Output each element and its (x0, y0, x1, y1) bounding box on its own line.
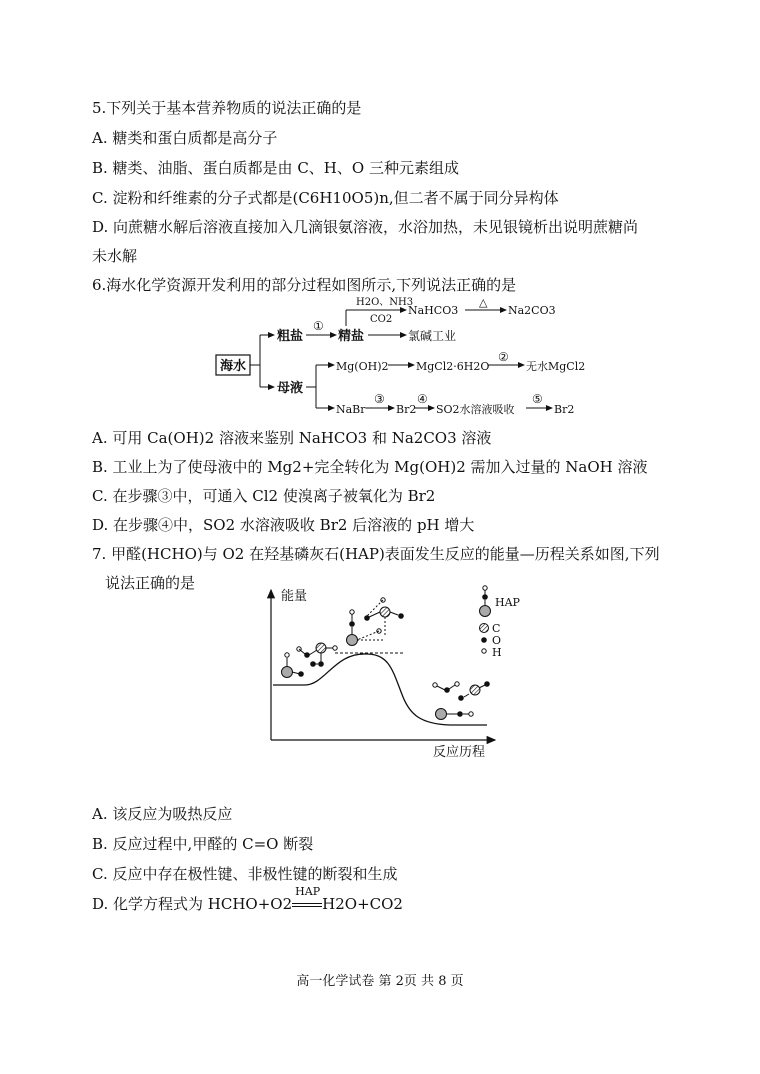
x-axis-label: 反应历程 (433, 745, 486, 760)
step-2-label: ② (498, 350, 509, 364)
q7-option-b: B. 反应过程中,甲醛的 C=O 断裂 (92, 835, 314, 853)
mgcl2-hydrate-label: MgCl2·6H2O (416, 360, 490, 373)
q7-option-c: C. 反应中存在极性键、非极性键的断裂和生成 (92, 865, 398, 883)
q6-stem: 6.海水化学资源开发利用的部分过程如图所示,下列说法正确的是 (92, 276, 517, 294)
step-3-label: ③ (374, 392, 385, 406)
q5-option-d-cont: 未水解 (92, 247, 138, 265)
anhydrous-mgcl2-label: 无水MgCl2 (526, 360, 586, 373)
seawater-label: 海水 (220, 359, 247, 374)
q7-option-d-text: D. 化学方程式为 HCHO+O2 (92, 895, 293, 913)
product-molecules (433, 681, 490, 719)
legend-c: C (492, 622, 501, 635)
q5-stem: 5.下列关于基本营养物质的说法正确的是 (92, 99, 362, 117)
q5-option-c: C. 淀粉和纤维素的分子式都是(C6H10O5)n,但二者不属于同分异构体 (92, 189, 559, 207)
transition-state-molecules (347, 598, 404, 646)
co2-reagent-label: CO2 (370, 314, 393, 325)
page-footer: 高一化学试卷 第 2页 共 8 页 (296, 974, 464, 989)
seawater-flow-diagram (210, 292, 600, 422)
step-1-label: ① (313, 319, 324, 333)
q6-option-a: A. 可用 Ca(OH)2 溶液来鉴别 NaHCO3 和 Na2CO3 溶液 (92, 429, 492, 447)
so2-absorb-label: SO2水溶液吸收 (436, 403, 515, 416)
mother-liquor-label: 母液 (277, 381, 304, 396)
reaction-condition (292, 885, 322, 914)
q6-option-c: C. 在步骤③中，可通入 Cl2 使溴离子被氧化为 Br2 (92, 487, 436, 505)
nahco3-label: NaHCO3 (408, 304, 459, 317)
legend-o: O (492, 634, 502, 647)
step-5-label: ⑤ (532, 392, 543, 406)
y-axis-label: 能量 (281, 589, 308, 604)
atom-legend (480, 586, 521, 659)
br2-label-b: Br2 (554, 403, 575, 416)
q5-option-d: D. 向蔗糖水解后溶液直接加入几滴银氨溶液，水浴加热，未见银镜析出说明蔗糖尚 (92, 218, 639, 236)
crude-salt-label: 粗盐 (277, 329, 304, 344)
q7-option-d (92, 885, 403, 914)
legend-h: H (492, 646, 502, 659)
mgoh2-label: Mg(OH)2 (336, 360, 389, 373)
reactant-molecules (282, 643, 338, 678)
q6-option-b: B. 工业上为了使母液中的 Mg2+完全转化为 Mg(OH)2 需加入过量的 NaOH 溶液 (92, 458, 648, 476)
legend-hap: HAP (495, 596, 520, 609)
double-line (292, 903, 322, 907)
br2-label-a: Br2 (396, 403, 417, 416)
reagents-label: H2O、NH3 (356, 297, 414, 308)
refined-salt-label: 精盐 (338, 329, 365, 344)
q5-option-b: B. 糖类、油脂、蛋白质都是由 C、H、O 三种元素组成 (92, 159, 459, 177)
heat-symbol: △ (479, 296, 488, 309)
q7-option-d-products: H2O+CO2 (322, 895, 403, 913)
na2co3-label: Na2CO3 (508, 304, 556, 317)
q7-stem: 7. 甲醛(HCHO)与 O2 在羟基磷灰石(HAP)表面发生反应的能量—历程关系如图,下列 (92, 545, 660, 563)
nabr-label: NaBr (336, 403, 366, 416)
q7-stem-cont: 说法正确的是 (105, 574, 196, 592)
q6-option-d: D. 在步骤④中，SO2 水溶液吸收 Br2 后溶液的 pH 增大 (92, 516, 475, 534)
energy-profile-figure (255, 582, 535, 762)
chlor-alkali-label: 氯碱工业 (408, 329, 457, 343)
catalyst-label: HAP (295, 885, 321, 898)
step-4-label: ④ (417, 392, 428, 406)
q7-option-a: A. 该反应为吸热反应 (92, 805, 233, 823)
q5-option-a: A. 糖类和蛋白质都是高分子 (92, 129, 278, 147)
